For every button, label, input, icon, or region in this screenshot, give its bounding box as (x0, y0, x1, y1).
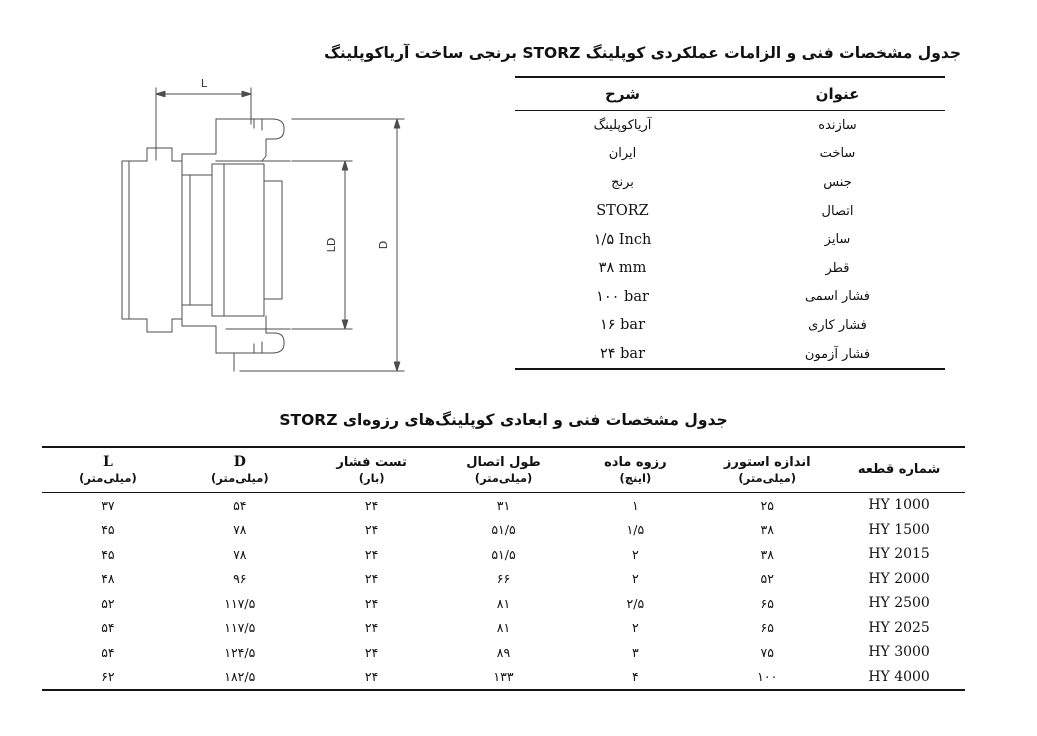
dims-cell: ۲ (632, 546, 639, 562)
dims-column-unit: (میلی‌متر) (210, 471, 269, 486)
dims-cell: ۸۱ (496, 620, 511, 636)
spec-table-row (515, 311, 945, 340)
dims-column-label: شماره قطعه (857, 461, 941, 477)
dims-cell: ۵۱/۵ (491, 546, 516, 562)
dims-cell: ۲۴ (364, 546, 379, 562)
spec-value: STORZ (596, 203, 649, 220)
dims-cell: ۲۴ (364, 620, 379, 636)
spec-label: فشار اسمی (804, 289, 871, 305)
dims-cell: ۲۵ (760, 497, 774, 513)
dims-table-header (42, 448, 965, 493)
dims-table-rows (42, 493, 965, 689)
coupling-top-claw (182, 119, 290, 161)
spec-label: فشار کاری (808, 317, 867, 333)
dims-cell: ۷۸ (233, 522, 247, 538)
spec-value: ۲۴ bar (599, 346, 646, 363)
dims-table-row (42, 665, 965, 690)
dims-column-header (438, 448, 570, 492)
dims-column-unit: (میلی‌متر) (474, 470, 533, 485)
spec-table (515, 76, 945, 370)
dims-cell: ۶۵ (760, 595, 774, 611)
dims-cell: ۶۶ (496, 571, 511, 587)
dims-cell: ۷۸ (233, 546, 247, 562)
dims-cell: ۲۴ (364, 522, 379, 538)
spec-label: جنس (823, 174, 852, 190)
dims-cell: HY 2015 (868, 546, 930, 563)
spec-value: ایران (608, 146, 637, 162)
dims-column-label: رزوه ماده (604, 454, 667, 470)
dims-cell: ۱/۵ (626, 522, 645, 538)
spec-label: ساخت (819, 146, 856, 162)
dims-column-header (569, 448, 701, 492)
spec-header-description: شرح (605, 85, 640, 103)
spec-table-row (515, 111, 945, 140)
spec-value: ۱۶ bar (599, 317, 646, 334)
dims-cell: HY 2000 (868, 570, 930, 587)
dims-cell: ۱۱۷/۵ (224, 595, 256, 611)
dims-cell: ۲ (632, 620, 639, 636)
dims-table (42, 446, 965, 691)
dims-column-header (42, 448, 174, 492)
spec-table-row (515, 283, 945, 312)
dims-column-header (833, 448, 965, 492)
dims-cell: ۵۲ (101, 595, 115, 611)
spec-table-header (515, 78, 945, 111)
spec-table-row (515, 168, 945, 197)
dims-column-label: تست فشار (336, 454, 407, 470)
dims-cell: ۵۴ (233, 497, 247, 513)
spec-table-row (515, 140, 945, 169)
dims-cell: ۵۴ (101, 620, 115, 636)
spec-table-title: جدول مشخصات فنی و الزامات عملکردی کوپلینگ STORZ برنجی ساخت آریاکوپلینگ (324, 44, 961, 62)
dims-cell: ۴۵ (101, 546, 115, 562)
dims-cell: ۸۹ (496, 644, 511, 660)
dims-table-row (42, 518, 965, 543)
dimension-LD (292, 161, 352, 329)
dims-table-title: جدول مشخصات فنی و ابعادی کوپلینگ‌های رزوه‌ای STORZ (279, 411, 728, 429)
dims-column-header (701, 448, 833, 492)
dims-cell: ۳۷ (101, 497, 115, 513)
dims-column-header (174, 448, 306, 492)
spec-table-row (515, 225, 945, 254)
spec-table-row (515, 197, 945, 226)
dims-cell: HY 4000 (868, 668, 930, 685)
spec-value: ۱/۵ Inch (593, 231, 652, 248)
dims-column-unit: (اینچ) (619, 470, 652, 485)
dims-table-row (42, 616, 965, 641)
dim-label-D: D (377, 240, 390, 250)
dims-column-unit: (میلی‌متر) (79, 471, 137, 486)
spec-value: برنج (611, 174, 634, 190)
spec-header-label: عنوان (815, 85, 860, 103)
dims-cell: ۱۸۲/۵ (224, 669, 256, 685)
coupling-drawing (116, 68, 442, 394)
spec-table-row (515, 254, 945, 283)
dims-cell: ۲۴ (364, 669, 379, 685)
dims-cell: ۷۵ (760, 644, 774, 660)
dims-table-row (42, 542, 965, 567)
dims-cell: ۶۵ (760, 620, 774, 636)
dims-cell: ۱۲۴/۵ (224, 644, 256, 660)
spec-label: قطر (825, 260, 850, 276)
dims-table-row (42, 493, 965, 518)
spec-label: اتصال (821, 203, 854, 219)
spec-value: ۳۸ mm (598, 260, 647, 277)
dims-cell: ۱ (632, 497, 639, 513)
dims-cell: ۳۸ (760, 546, 774, 562)
dims-column-label: D (233, 453, 246, 470)
dims-cell: ۵۲ (760, 571, 774, 587)
coupling-left-block (122, 148, 212, 332)
dims-cell: HY 2500 (868, 595, 930, 612)
dims-column-label: طول اتصال (466, 454, 541, 470)
dims-cell: ۲۴ (364, 497, 379, 513)
dims-cell: ۳ (632, 644, 639, 660)
dims-cell: ۵۴ (101, 644, 115, 660)
coupling-bottom-claw (182, 316, 290, 371)
dims-cell: ۴۵ (101, 522, 115, 538)
dims-cell: ۳۱ (496, 497, 511, 513)
dims-cell: HY 1000 (868, 497, 930, 514)
dims-cell: ۲۴ (364, 595, 379, 611)
dims-cell: ۴۸ (101, 571, 115, 587)
spec-label: سایز (824, 232, 851, 248)
dims-cell: HY 1500 (868, 521, 930, 538)
dims-cell: ۱۱۷/۵ (224, 620, 256, 636)
dims-column-label: اندازه استورز (723, 454, 811, 470)
dims-cell: ۵۱/۵ (491, 522, 516, 538)
spec-label: فشار آزمون (804, 346, 871, 362)
dims-cell: ۲/۵ (626, 595, 645, 611)
spec-table-row (515, 340, 945, 369)
dims-column-unit: (بار) (358, 470, 385, 485)
dims-table-row (42, 567, 965, 592)
spec-value: ۱۰۰ bar (596, 288, 649, 305)
dim-label-LD: LD (325, 237, 338, 253)
dims-cell: ۴ (632, 669, 639, 685)
dims-cell: ۲۴ (364, 644, 379, 660)
spec-value: آریاکوپلینگ (593, 117, 652, 133)
dims-cell: ۱۰۰ (757, 669, 778, 685)
dims-table-row (42, 640, 965, 665)
dims-cell: ۳۸ (760, 522, 774, 538)
spec-label: سازنده (818, 117, 857, 133)
dims-cell: ۱۳۳ (493, 669, 514, 685)
coupling-center-body (212, 164, 282, 316)
dim-label-L: L (200, 77, 208, 90)
dims-column-header (306, 448, 438, 492)
dims-column-unit: (میلی‌متر) (738, 470, 797, 485)
dims-cell: ۸۱ (496, 595, 511, 611)
dims-cell: ۹۶ (233, 571, 247, 587)
spec-table-rows (515, 111, 945, 368)
dims-table-row (42, 591, 965, 616)
dims-column-label: L (103, 453, 113, 470)
dims-cell: ۲ (632, 571, 639, 587)
dims-cell: HY 3000 (868, 644, 930, 661)
dimension-D (240, 119, 404, 371)
dims-cell: HY 2025 (868, 619, 930, 636)
dims-cell: ۲۴ (364, 571, 379, 587)
dims-cell: ۶۲ (101, 669, 115, 685)
